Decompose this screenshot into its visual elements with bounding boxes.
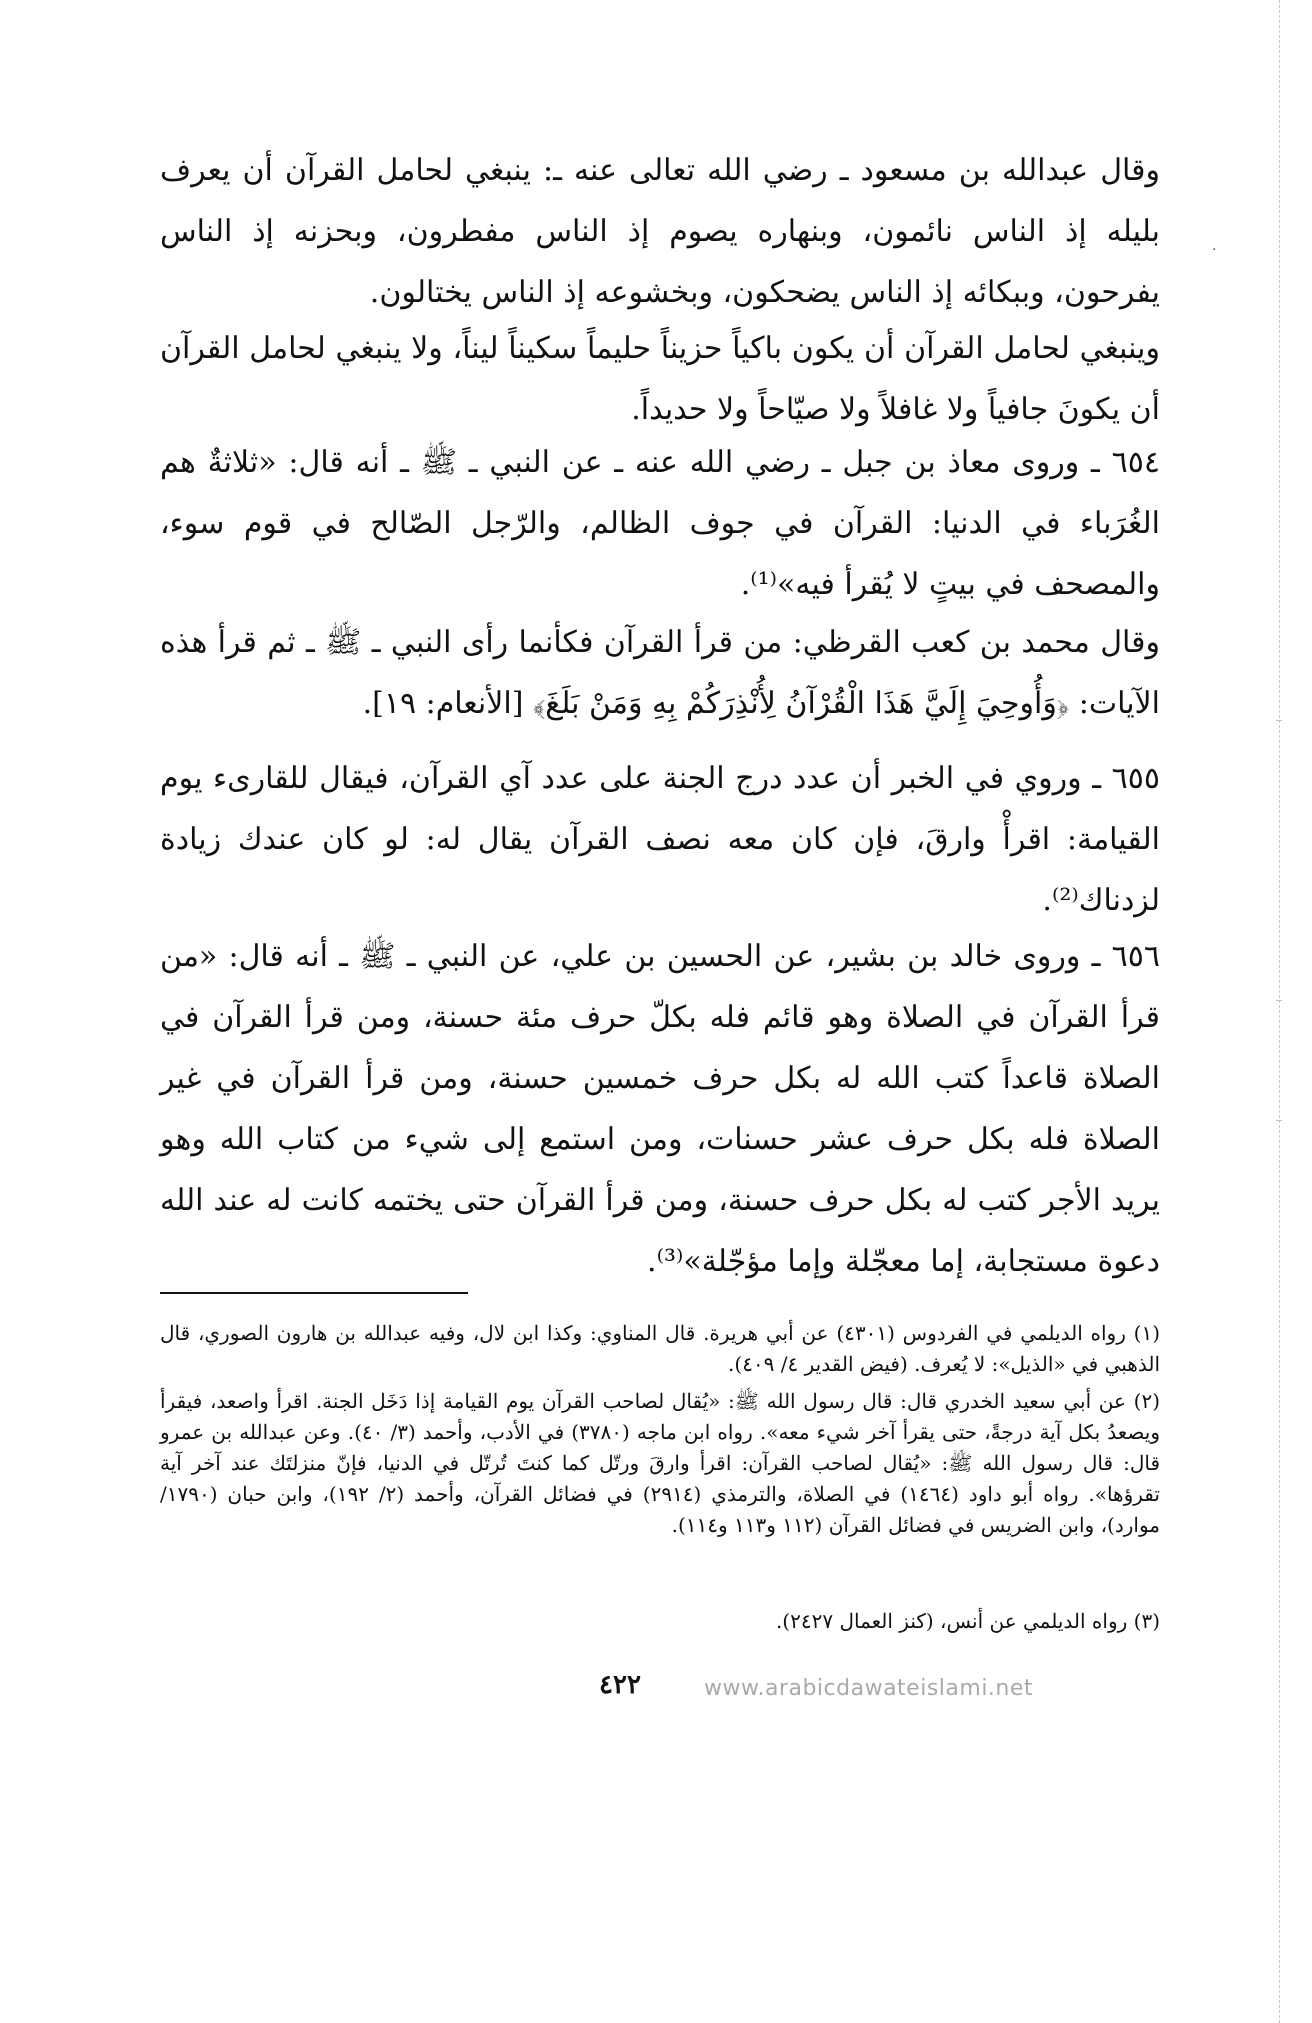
paragraph-muhammad-bin-kab: وقال محمد بن كعب القرظي: من قرأ القرآن فكأنما رأى النبي ـ ﷺ ـ ثم قرأ هذه الآيات: ﴿وَأُوحِيَ إِلَيَّ هَذَا الْقُرْآنُ لِأُنْذِرَكُمْ بِهِ وَمَنْ بَلَغَ﴾ [الأنعام: ١٩]. xyxy=(160,625,1160,721)
paragraph-hadith-656: ٦٥٦ ـ وروى خالد بن بشير، عن الحسين بن علي، عن النبي ـ ﷺ ـ أنه قال: «من قرأ القرآن في الصلاة وهو قائم فله بكلّ حرف مئة حسنة، ومن قرأ القرآن في الصلاة قاعداً كتب الله له بكل حرف خمسين حسنة، ومن قرأ القرآن في غير الصلاة فله بكل حرف عشر حسنات، ومن استمع إلى شيء من كتاب الله وهو يريد الأجر كتب له بكل حرف حسنة، ومن قرأ القرآن حتى يختمه كانت له عند الله دعوة مستجابة، إما معجّلة وإما مؤجّلة»⁽³⁾. xyxy=(160,939,1161,1279)
scan-margin-tick xyxy=(1276,720,1282,721)
footnote-1: (١) رواه الديلمي في الفردوس (٤٣٠١) عن أبي هريرة. قال المناوي: وكذا ابن لال، وفيه عبدالله بن هارون الصوري، قال الذهبي في «الذيل»: لا يُعرف. (فيض القدير ٤/ ٤٠٩). xyxy=(160,1321,1160,1376)
footnote-3: (٣) رواه الديلمي عن أنس، (كنز العمال ٢٤٢٧). xyxy=(775,1609,1160,1633)
footnote-2: (٢) عن أبي سعيد الخدري قال: قال رسول الله ﷺ: «يُقال لصاحب القرآن يوم القيامة إذا دَخَل الجنة. اقرأ واصعد، فيقرأ ويصعدُ بكل آية درجةً، حتى يقرأ آخر شيء معه». رواه ابن ماجه (٣٧٨٠) في الأدب، وأحمد (٣/ ٤٠). وعن عبدالله بن عمرو قال: قال رسول الله ﷺ: «يُقال لصاحب القرآن: اقرأ وارقَ ورتّل كما كنتَ تُرتّل في الدنيا، فإنّ منزلتَك عند آخر آية تقرؤها». رواه أبو داود (١٤٦٤) في الصلاة، والترمذي (٢٩١٤) في فضائل القرآن، وأحمد (٢/ ١٩٢)، وابن حبان (١٧٩٠/ موارد)، وابن الضريس في فضائل القرآن (١١٢ و١١٣ و١١٤). xyxy=(160,1389,1161,1537)
scan-margin-tick xyxy=(1276,1000,1282,1001)
scan-speck: · xyxy=(1212,242,1217,258)
paragraph-hadith-655: ٦٥٥ ـ وروي في الخبر أن عدد درج الجنة على عدد آي القرآن، فيقال للقارىء يوم القيامة: اقرأْ وارقَ، فإن كان معه نصف القرآن يقال له: لو كان عندك زيادة لزدناك⁽²⁾. xyxy=(160,761,1160,918)
scan-margin-tick xyxy=(1276,1120,1282,1121)
paragraph-ibn-masud: وقال عبدالله بن مسعود ـ رضي الله تعالى عنه ـ: ينبغي لحامل القرآن أن يعرف بليله إذ الناس نائمون، وبنهاره يصوم إذ الناس مفطرون، وبحزنه إذ الناس يفرحون، وببكائه إذ الناس يضحكون، وبخشوعه إذ الناس يختالون. xyxy=(160,153,1160,310)
page-number: ٤٢٢ xyxy=(599,1670,641,1700)
paragraph-quran-bearer-manners: وينبغي لحامل القرآن أن يكون باكياً حزيناً حليماً سكيناً ليناً، ولا ينبغي لحامل القرآن أن يكونَ جافياً ولا غافلاً ولا صيّاحاً ولا حديداً. xyxy=(160,331,1160,427)
watermark-url: www.arabicdawateislami.net xyxy=(704,1676,1034,1701)
scan-margin-line xyxy=(1279,0,1280,2023)
paragraph-hadith-654: ٦٥٤ ـ وروى معاذ بن جبل ـ رضي الله عنه ـ عن النبي ـ ﷺ ـ أنه قال: «ثلاثةٌ هم الغُرَباء في الدنيا: القرآن في جوف الظالم، والرّجل الصّالح في قوم سوء، والمصحف في بيتٍ لا يُقرأ فيه»⁽¹⁾. xyxy=(160,445,1160,602)
footnote-separator xyxy=(160,1292,468,1294)
